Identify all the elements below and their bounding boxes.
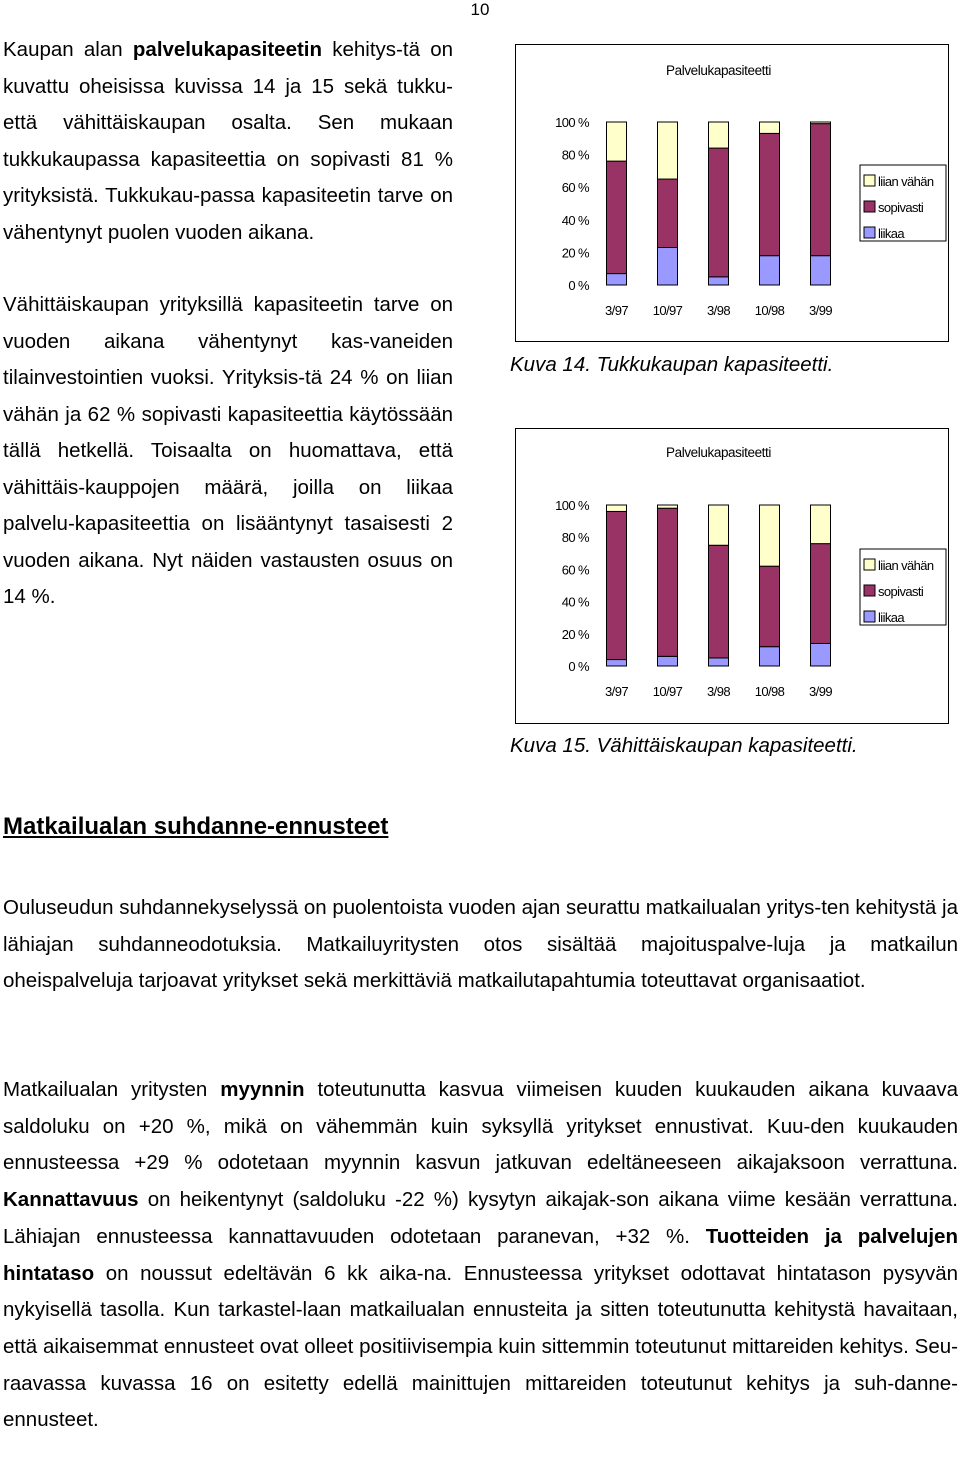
y-tick-label: 40 % <box>561 212 589 228</box>
bar-segment <box>658 179 678 247</box>
bar-segment <box>760 133 780 255</box>
x-tick-label: 10/98 <box>754 684 785 699</box>
legend-swatch <box>864 175 875 186</box>
bold-term: Tuotteiden ja palvelujen hintataso <box>3 1224 958 1285</box>
text-run: on heikentynyt (saldoluku -22 %) kysytyn aikajak-son aikana viime kesään verrattuna. Lähiajan ennusteessa kannattavuuden odotetaan paranevan, +32 %. <box>3 1188 958 1248</box>
legend-label: sopivasti <box>878 200 924 215</box>
caption-figure-14: Kuva 14. Tukkukaupan kapasiteetti. <box>510 353 834 376</box>
bar-segment <box>709 148 729 277</box>
bar-segment <box>658 505 678 508</box>
bar-segment <box>607 511 627 659</box>
paragraph-tourism-results <box>3 1072 958 1439</box>
legend-label: liikaa <box>878 610 905 625</box>
bar-segment <box>607 274 627 285</box>
bar-segment <box>760 256 780 285</box>
y-tick-label: 60 % <box>561 562 589 578</box>
bar-segment <box>658 122 678 179</box>
text-run: on noussut edeltävän 6 kk aika-na. Ennusteessa yritykset odottavat hintatason pysyvän nykyisellä tasolla. Kun tarkastel-laan matkailualan ennusteita ja sitten toteutunutta kehitystä havaitaan, että aikaisemmat ennusteet ovat olleet positiivisempia kuin sittemmin toteutunut mittareiden kehitys. Seu-raavassa kuvassa 16 on esitetty edellä mainittujen mittareiden toteutunut kehitys ja suh-danne-ennusteet. <box>3 1261 958 1432</box>
section-paragraph-1 <box>3 890 958 1000</box>
bar-segment <box>760 647 780 666</box>
x-tick-label: 3/97 <box>605 684 628 699</box>
legend-label: sopivasti <box>878 584 924 599</box>
bar-segment <box>760 122 780 133</box>
x-tick-label: 10/97 <box>652 684 683 699</box>
bold-term: myynnin <box>220 1078 305 1101</box>
y-tick-label: 60 % <box>561 180 589 196</box>
bar-segment <box>607 161 627 273</box>
bar-segment <box>811 124 831 256</box>
legend-label: liian vähän <box>878 174 934 189</box>
bar-segment <box>658 508 678 656</box>
x-tick-label: 3/99 <box>809 303 832 318</box>
text-run: Matkailualan yritysten <box>3 1078 221 1101</box>
bar-segment <box>658 248 678 285</box>
y-tick-label: 20 % <box>561 245 589 261</box>
text-run: Kaupan alan <box>3 38 133 61</box>
y-tick-label: 100 % <box>555 498 589 513</box>
section-paragraph-2 <box>3 1072 958 1439</box>
bar-segment <box>607 122 627 161</box>
page-number: 10 <box>470 0 490 19</box>
bold-term: palvelukapasiteetin <box>132 38 323 61</box>
y-tick-label: 0 % <box>568 659 589 674</box>
chart-title: Palvelukapasiteetti <box>666 445 771 460</box>
bar-segment <box>811 256 831 285</box>
bar-segment <box>607 505 627 511</box>
bar-segment <box>709 658 729 666</box>
chart-wholesale-svg <box>516 45 948 341</box>
chart-title: Palvelukapasiteetti <box>666 63 771 78</box>
chart-retail-svg <box>516 429 948 723</box>
bar-segment <box>811 122 831 124</box>
paragraph-capacity-intro <box>3 32 453 251</box>
bar-segment <box>811 544 831 644</box>
chart-retail-capacity <box>515 428 949 724</box>
y-tick-label: 40 % <box>561 594 589 610</box>
bar-segment <box>760 505 780 566</box>
x-tick-label: 10/97 <box>652 303 683 318</box>
section-heading: Matkailualan suhdanne-ennusteet <box>3 813 389 840</box>
legend-label: liian vähän <box>878 558 934 573</box>
paragraph-survey-description: Ouluseudun suhdannekyselyssä on puolentoista vuoden ajan seurattu matkailualan yritys-ten kehitystä ja lähiajan suhdanneodotuksia. Matkailuyritysten otos sisältää majoituspalve-luja ja matkailun oheispalveluja tarjoavat yritykset sekä merkittäviä matkailutapahtumia toteuttavat organisaatiot. <box>3 896 958 993</box>
legend-swatch <box>864 611 875 622</box>
y-tick-label: 80 % <box>561 147 589 163</box>
x-tick-label: 3/99 <box>809 684 832 699</box>
x-tick-label: 3/98 <box>707 303 730 318</box>
bar-segment <box>709 505 729 545</box>
bold-term: Kannattavuus <box>3 1188 139 1212</box>
x-tick-label: 10/98 <box>754 303 785 318</box>
bar-segment <box>658 656 678 666</box>
chart-wholesale-capacity <box>515 44 949 342</box>
legend-swatch <box>864 585 875 596</box>
y-tick-label: 80 % <box>561 530 589 546</box>
legend-label: liikaa <box>878 226 905 241</box>
legend-swatch <box>864 559 875 570</box>
text-run: toteutunutta kasvua viimeisen kuuden kuukauden aikana kuvaava saldoluku on +20 %, mikä on vähemmän kuin syksyllä yritykset ennustivat. Kuu-den kuukauden ennusteessa +29 % odotetaan myynnin kasvun jatkuvan edeltäneeseen aikajaksoon verrattuna. <box>3 1078 958 1175</box>
bar-segment <box>811 643 831 666</box>
bar-segment <box>811 505 831 544</box>
paragraph-retail-capacity: Vähittäiskaupan yrityksillä kapasiteetin tarve on vuoden aikana vähentynyt kas-vaneiden tilainvestointien vuoksi. Yrityksis-tä 24 % on liian vähän ja 62 % sopivasti kapasiteettia käytössään tällä hetkellä. Toisaalta on huomattava, että vähittäis-kauppojen määrä, joilla on liikaa palvelu-kapasiteettia on lisääntynyt tasaisesti 2 vuoden aikana. Nyt näiden vastausten osuus on 14 %. <box>3 293 453 608</box>
y-tick-label: 100 % <box>555 115 589 130</box>
bar-segment <box>760 566 780 647</box>
text-run: kehitys-tä on kuvattu oheisissa kuvissa 14 ja 15 sekä tukku- että vähittäiskaupan osalta. Sen mukaan tukkukaupassa kapasiteettia on sopivasti 81 % yrityksistä. Tukkukau-passa kapasiteetin tarve on vähentynyt puolen vuoden aikana. <box>3 38 454 244</box>
bar-segment <box>607 660 627 666</box>
bar-segment <box>709 545 729 658</box>
left-column-text <box>3 32 453 616</box>
x-tick-label: 3/98 <box>707 684 730 699</box>
y-tick-label: 0 % <box>568 278 589 293</box>
legend-swatch <box>864 201 875 212</box>
legend-swatch <box>864 227 875 238</box>
x-tick-label: 3/97 <box>605 303 628 318</box>
y-tick-label: 20 % <box>561 626 589 642</box>
bar-segment <box>709 277 729 285</box>
caption-figure-15: Kuva 15. Vähittäiskaupan kapasiteetti. <box>510 734 858 757</box>
bar-segment <box>709 122 729 148</box>
